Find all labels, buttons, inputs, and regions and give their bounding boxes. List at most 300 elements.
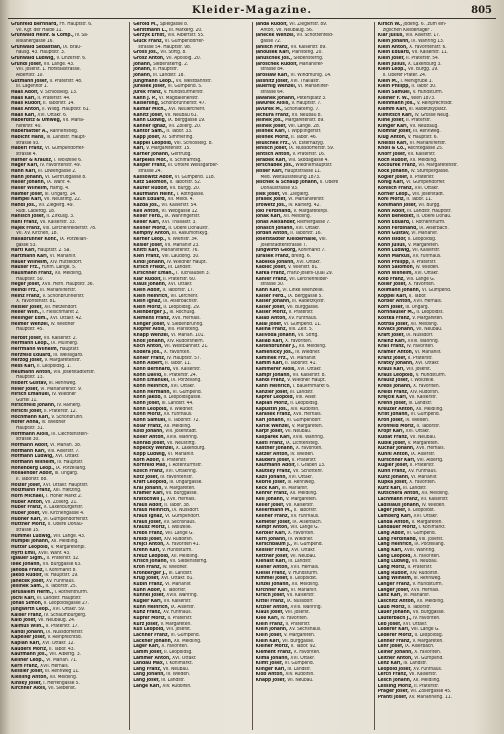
entry-address: X. Laxenburg 3.	[407, 61, 442, 67]
entry-name: Haas Anton,	[11, 106, 41, 112]
entry-address: XII. Meidling.	[49, 674, 78, 680]
entry-address: VII. Mariahilf 23.	[164, 242, 200, 248]
entry-address: Hauptstr. 31.	[16, 426, 44, 432]
entry-name: Huber Anton,	[11, 499, 44, 505]
entry-name: Krenn Karl,	[133, 548, 161, 554]
entry-address: III. Radetzkystr.	[292, 299, 325, 305]
entry-name: Kapeller Josef,	[11, 635, 47, 641]
entry-address: II. Tabor. 38.	[164, 502, 191, 508]
entry-name: Jonas Alexander,	[255, 219, 296, 225]
entry-address: II. Obere Donau.	[416, 214, 452, 220]
entry-address: XV. Fünfhaus.	[413, 666, 443, 672]
entry-address: VII. Kaiserstr. 89.	[290, 44, 327, 50]
entry-address: X. Favoriten.	[413, 384, 440, 389]
entry-address: III. Rennweg.	[287, 480, 316, 486]
entry-name: Köck Johann,	[377, 169, 410, 175]
entry-name: Jungwirth Georg,	[255, 248, 297, 254]
entry-name: Lang Ludwig,	[377, 559, 411, 565]
entry-name: Kiesel Franz,	[255, 570, 287, 576]
entry-address: II. Wildg. Hauptstr. 61.	[42, 106, 90, 112]
entry-name: Hausmann Franz,	[11, 270, 54, 276]
entry-name: Karl Johann,	[255, 417, 286, 423]
entry-address: II. Praterstr.	[406, 118, 431, 124]
entry-address: XV. Fünfhaus.	[162, 610, 192, 616]
entry-address: II. Taborstr. 41.	[285, 361, 317, 367]
directory-entry	[133, 684, 248, 690]
entry-name: Kettner Josef,	[255, 553, 289, 559]
entry-address: VII. Kaiserstr.	[163, 598, 192, 604]
entry-address: I. Herrengasse 5.	[43, 680, 80, 686]
entry-name: Illek Johann,	[11, 561, 42, 567]
entry-name: Kovacs Johann,	[377, 327, 415, 333]
entry-address: VII. Kirchengasse 4.	[42, 510, 85, 516]
entry-name: Jellinek Karl,	[255, 129, 287, 135]
entry-address: XI. Simmering.	[161, 135, 194, 141]
entry-address: III. Marxerg. 20.	[168, 27, 203, 33]
entry-name: Kline Josef,	[377, 118, 405, 124]
entry-address: VII. Neubau.	[284, 429, 312, 435]
entry-address: X. Favoriten.	[414, 649, 442, 655]
entry-name: Kann Heinrich,	[255, 384, 292, 389]
entry-name: Kirsch Friedr.,	[133, 265, 167, 271]
entry-name: Janisch Franz,	[255, 44, 290, 50]
entry-name: Grünfeld Bernhard,	[11, 22, 58, 27]
entry-address: XV. Fünfhaus.	[290, 514, 320, 520]
entry-name: Haas Rudolf,	[11, 101, 42, 107]
entry-address: Siebensterng. 2.	[152, 61, 189, 67]
entry-name: Helmer Wenzel,	[11, 321, 50, 327]
entry-name: Haas Karl,	[11, 95, 36, 101]
entry-address: Hamg. 4.	[49, 186, 70, 192]
entry-name: Kupfer Moriz,	[133, 615, 167, 621]
entry-name: Hirschfeld Johann,	[11, 403, 56, 409]
entry-name: Grünwald Ludwig,	[11, 55, 55, 61]
entry-name: Lange Karl,	[133, 683, 161, 689]
entry-address: XVI. Ottakr. Hauptstr.	[42, 482, 89, 488]
entry-name: Klein M.,	[377, 78, 400, 84]
entry-address: strasse 64.	[260, 89, 285, 95]
entry-address: XVI. Neulerchenf.	[168, 106, 206, 112]
entry-name: Kasper Franz,	[133, 163, 167, 169]
entry-name: Kaufmann Heinr.,	[133, 191, 176, 197]
entry-name: Kern Franz,	[11, 663, 39, 669]
entry-address: VI. Gumpend. 118.	[174, 174, 216, 180]
entry-name: Krainz Karl,	[377, 338, 407, 344]
entry-address: VII. Kaiserstr. 54.	[161, 203, 198, 208]
entry-name: Jurasek Josef,	[133, 84, 167, 90]
entry-address: II. Leopoldsg.	[407, 236, 437, 242]
entry-address: VI. Gumpend.	[414, 655, 444, 661]
entry-address: XII. Meidling.	[412, 678, 441, 684]
entry-address: II. Taborstr.	[416, 423, 440, 429]
entry-name: Klein Moriz,	[133, 304, 163, 310]
entry-name: Hartmann Karl,	[11, 253, 49, 259]
entry-address: VI. Webgasse 12.	[161, 208, 199, 214]
entry-address: II. Tabor. 11.	[406, 197, 433, 203]
entry-address: XVI. Ottakr.	[290, 655, 315, 661]
entry-address: VII. Neubaug.	[409, 123, 439, 129]
entry-name: Kroh Josef,	[377, 417, 405, 423]
entry-address: VII. Neubau.	[162, 666, 190, 672]
entry-name: Kohn Ferdinand,	[377, 225, 418, 231]
entry-name: Glück Franz,	[133, 38, 164, 44]
entry-name: Körner Leop.,	[377, 191, 411, 197]
entry-name: Klemens Franz,	[133, 316, 171, 322]
entry-name: Lang Heinrich,	[377, 542, 414, 548]
entry-name: Krall Franz,	[377, 344, 406, 350]
entry-name: Kaun Eduard,	[133, 197, 167, 203]
entry-name: Jellinek Sam.,	[11, 584, 45, 590]
directory-entry	[11, 686, 126, 692]
entry-name: Haller Johann,	[11, 180, 46, 186]
entry-name: Kebrle Josef,	[255, 480, 287, 486]
entry-address: VII. Lange. 43.	[43, 61, 75, 67]
entry-name: Grünwald Heinr. & Comp.,	[11, 33, 74, 39]
entry-address: II. Praterstr. 44.	[37, 95, 71, 101]
entry-name: Johann,	[133, 61, 152, 67]
entry-address: IX. Alserbach.	[404, 644, 435, 650]
listing-column-3	[252, 22, 374, 730]
entry-name: Kral Johann,	[133, 485, 163, 491]
entry-name: Lanz Karl,	[377, 593, 402, 599]
entry-name: Kohn Hermann,	[133, 389, 172, 395]
entry-address: V. Hundsturm.	[412, 89, 443, 95]
entry-name: Lerch Franz,	[377, 672, 408, 678]
entry-name: Kadlec Josef,	[255, 265, 287, 271]
entry-name: Kalina Franz,	[255, 327, 288, 333]
entry-name: Kern Johann,	[255, 536, 287, 542]
entry-name: Kabelka Johann,	[255, 259, 295, 265]
entry-name: Hofer Anna,	[11, 420, 41, 426]
entry-address: Mariahilferstr. 76.	[161, 248, 199, 254]
entry-name: Lehr Josef,	[377, 644, 404, 650]
entry-address: XII. Meidl. 4.	[167, 197, 194, 203]
entry-name: Keller Ferd.,	[133, 214, 164, 220]
entry-name: Kollmann Johann,	[377, 287, 421, 293]
entry-address: II. Taborstr.	[407, 604, 431, 610]
entry-name: Horn Michael,	[11, 493, 45, 499]
entry-name: Jentsch Anton,	[255, 152, 292, 158]
entry-address: VIII. Josefst.	[406, 367, 432, 373]
entry-name: Kopecky Wenzel,	[133, 446, 175, 452]
entry-name: Prager Josef,	[377, 689, 409, 695]
entry-name: Prantl Josef,	[377, 695, 408, 701]
entry-name: Lang Wilhelm,	[377, 576, 413, 582]
entry-name: Kahler Franz,	[255, 276, 288, 282]
entry-name: Kasparek Karl,	[255, 434, 292, 440]
entry-name: Klob Anton,	[255, 672, 285, 678]
entry-name: Klein Adolf,	[133, 287, 162, 293]
entry-address: VI. Windmühlg. 14.	[290, 72, 332, 78]
entry-name: Jerabek Karl,	[255, 157, 287, 163]
entry-address: IV. Rainerg.	[56, 403, 82, 409]
entry-address: Kohlmarkt 7.	[298, 248, 326, 254]
entry-address: II. Schiffamtsg.	[169, 157, 202, 163]
entry-name: Jakob Rudolf,	[11, 573, 43, 579]
entry-address: VI. Mariah. 71.	[46, 658, 78, 663]
entry-name: Klinger Josef,	[133, 321, 166, 327]
entry-address: X. Favoriten.	[295, 446, 323, 452]
entry-name: Huber Franz,	[11, 505, 43, 511]
entry-name: Kapfer Leopold,	[255, 395, 295, 401]
entry-address: VII. Stiftg. 8.	[160, 50, 187, 56]
entry-address: V. Margaretenstr. 15.	[146, 146, 191, 152]
entry-name: Kanner Ignaz,	[133, 123, 168, 129]
entry-name: Kalb Josef,	[11, 618, 37, 624]
entry-name: Jonak Karl,	[255, 214, 282, 220]
entry-address: II. Taborstr. 52.	[169, 180, 202, 186]
entry-name: Klaus Josef,	[255, 610, 284, 616]
entry-name: Hager Karl,	[11, 163, 39, 169]
entry-name: Jaroslaw Karl,	[255, 72, 290, 78]
entry-address: VII. Kaiserstr.	[420, 497, 449, 503]
entry-name: Kalmus Wilh.,	[11, 624, 45, 630]
entry-name: Kreidl Franz,	[377, 389, 409, 395]
entry-address: Piaristeng. 20.	[291, 50, 323, 56]
entry-name: Könisch Franz,	[377, 186, 414, 192]
entry-name: Leitner Anton,	[377, 655, 413, 661]
entry-name: Hilbert Gustav,	[11, 380, 48, 386]
entry-name: Kessler Franz,	[255, 548, 290, 554]
entry-name: Kunz Franz,	[133, 610, 162, 616]
entry-address: II. Praterstr.	[409, 174, 435, 180]
entry-address: VI. Gumpend.	[406, 531, 437, 537]
entry-name: Karner Johann,	[133, 152, 170, 158]
entry-address: III. Landstr.	[161, 678, 185, 684]
entry-address: II. Tabor.	[408, 293, 427, 299]
entry-name: Jeluschek Frz.,	[255, 140, 291, 146]
entry-name: Javurek M.,	[255, 106, 283, 112]
entry-address: V. Wiedner Haupt.	[287, 378, 326, 384]
entry-name: Kohn Emanuel,	[133, 378, 170, 384]
entry-address: VII. Neubau.	[411, 559, 438, 565]
entry-address: I. Bauernmarkt 6.	[292, 384, 331, 389]
entry-address: IV. Favoriten.	[406, 344, 435, 350]
entry-name: Kafka Franz,	[255, 270, 286, 276]
entry-address: XVI. Ottakr.	[55, 454, 80, 460]
entry-address: II. Praterstr.	[407, 355, 433, 361]
entry-address: V. Hauptstr. 7.	[291, 101, 322, 107]
entry-name: Kunz Johann,	[377, 474, 410, 480]
entry-address: II. Obere Donaustr.	[168, 225, 209, 231]
entry-name: Hoffmann Alois,	[11, 431, 50, 437]
entry-name: Kugler Josef,	[377, 463, 409, 469]
entry-name: Kronfeld Moriz,	[377, 423, 416, 429]
entry-address: VI. Mariah. 38.	[50, 443, 82, 449]
entry-name: Jungwirth Leop.,	[11, 607, 52, 613]
entry-name: Kalal Josef,	[255, 321, 283, 327]
entry-address: VII. Kaiserstr.	[285, 502, 314, 508]
entry-address: II. Praterstr.	[409, 463, 435, 469]
entry-name: Kohn Moriz,	[133, 412, 163, 418]
entry-address: I. Graben 13.	[297, 463, 326, 469]
entry-address: Gertrudg.	[170, 152, 192, 158]
entry-address: V. Wiedner.	[169, 406, 194, 412]
entry-address: XVI. Ottakr.	[297, 367, 322, 373]
entry-address: XVI. Ottakr. 59.	[52, 607, 86, 613]
entry-address: strasse 93.	[16, 140, 40, 146]
entry-address: strasse 24.	[138, 169, 162, 175]
entry-address: Siebensterng.	[293, 55, 324, 61]
entry-name: Kesler Josef,	[133, 242, 164, 248]
entry-address: V. Hundsturm.	[287, 570, 319, 576]
entry-address: XVI. Ottakr.	[295, 225, 320, 231]
entry-name: Klein Philipp,	[377, 84, 410, 90]
entry-name: Koch Rudolf,	[377, 157, 409, 163]
entry-address: IX. Porzellang.	[55, 465, 87, 471]
entry-name: Klein Franz,	[255, 621, 285, 627]
entry-address: VI. Mariahilf.	[281, 485, 308, 491]
entry-name: Krebs Franz,	[133, 531, 164, 537]
entry-address: VIII. Piaristeng.	[167, 327, 200, 333]
entry-address: IX. Porzellang.	[414, 542, 445, 548]
entry-name: Kramer Karl,	[133, 491, 165, 497]
entry-name: Gross Jos.,	[133, 50, 159, 56]
entry-address: VI. Mariahilf.	[164, 581, 192, 587]
entry-name: Kautsky Franz,	[255, 468, 292, 474]
entry-address: Donaustrasse 93.	[260, 186, 299, 192]
entry-address: XIV. Rudolfsh.	[409, 570, 439, 576]
entry-name: Kraus Heinrich,	[133, 508, 171, 514]
entry-address: VIII. Lange G.	[406, 276, 435, 282]
entry-address: III. Mariahilferstr.	[40, 287, 77, 293]
entry-name: Kropf Karl,	[377, 429, 405, 435]
entry-name: Kostka Franz,	[377, 316, 411, 322]
entry-name: Köhler Franz,	[133, 355, 166, 361]
entry-address: Riemergasse 7.	[297, 219, 331, 225]
entry-name: Kohn Josef,	[133, 400, 161, 406]
entry-address: VII. Kaiserstr.	[412, 248, 441, 254]
entry-address: III. Landstr. Hauptstr.	[407, 208, 452, 214]
entry-address: VIII. Schlösselg. 8.	[173, 140, 213, 146]
entry-address: VII. Kaiserstr.	[286, 593, 315, 599]
entry-name: Jilek Josef,	[255, 191, 281, 197]
entry-address: III. Landstr. 44.	[161, 400, 194, 406]
entry-name: Hollaender Adolf,	[11, 471, 54, 477]
entry-address: II. Tabor 30.	[411, 84, 437, 90]
entry-address: VIII. Josefst.	[285, 610, 310, 616]
entry-address: VII. Margaretenstr.	[418, 163, 458, 169]
entry-name: Klaus Johann,	[133, 282, 167, 288]
entry-name: Kohl Moriz,	[377, 197, 406, 203]
entry-address: XII. Meidling.	[173, 638, 202, 644]
entry-name: Lang Leopold,	[377, 553, 412, 559]
entry-address: XVI. Ottakr.	[167, 282, 193, 288]
entry-name: Jelinek Josef,	[255, 123, 287, 129]
entry-name: Kellner Franz,	[255, 514, 290, 520]
entry-name: Kaplan Karl,	[11, 641, 41, 647]
entry-address: XIV. Rudolfsheim.	[166, 338, 204, 344]
entry-name: Jawanek Johann,	[255, 95, 296, 101]
entry-address: XV. Fünfhaus.	[163, 412, 193, 418]
entry-address: VI. Gumpend.	[410, 412, 440, 418]
entry-address: X. Favoriten.	[293, 649, 321, 655]
entry-name: Jelinek Jos.,	[255, 118, 284, 124]
entry-name: Kraus Adolf,	[133, 502, 163, 508]
entry-name: Kubin Franz,	[133, 581, 164, 587]
entry-address: VIII. Lange. 43.	[53, 533, 86, 539]
entry-address: IV. Wieden.	[290, 451, 315, 457]
entry-address: III. Rochusg.	[169, 310, 196, 316]
entry-address: gasse 72.	[260, 38, 282, 44]
entry-address: VII. Burgg.	[418, 203, 441, 208]
entry-name: Kleiner Moriz,	[255, 644, 290, 650]
entry-address: XVI. Ottakr.	[296, 259, 321, 265]
entry-address: II. Oberer Prater. 24.	[382, 72, 427, 78]
entry-name: Humpel Johann,	[11, 539, 50, 545]
entry-name: Hahn Johann,	[11, 174, 44, 180]
entry-name: Hahn Karl,	[11, 169, 37, 175]
entry-address: XIV. Rudolfsh.	[162, 683, 192, 689]
entry-name: Hofmann Adolf,	[11, 443, 49, 449]
entry-name: Kanzler Josef,	[255, 389, 289, 395]
entry-name: Karlik Wenzel,	[255, 423, 291, 429]
entry-address: hausg. 43. Hauptstr. 3.	[16, 50, 66, 56]
entry-name: Jerusalem Herm.,	[11, 590, 54, 596]
entry-address: II. Praterstr.	[414, 683, 439, 689]
entry-name: Lamm Josef,	[133, 649, 163, 655]
entry-name: Kohn Samuel,	[133, 417, 167, 423]
entry-address: II. Taborstr. 72.	[168, 417, 200, 423]
entry-name: Kaiser Johann,	[255, 299, 291, 305]
entry-name: Kaufmann Adolf,	[255, 463, 296, 469]
entry-address: II. Leopoldsg.	[164, 649, 193, 655]
entry-address: VI. Mariahilferstr.	[288, 197, 325, 203]
entry-address: V. Hundsturm.	[412, 581, 443, 587]
entry-address: XVII. Hernals.	[415, 446, 445, 452]
entry-address: Margaretenstr. 89.	[285, 118, 325, 124]
entry-name: Kroh Franz,	[133, 565, 162, 570]
entry-name: Kraus Karl,	[377, 367, 405, 373]
entry-name: Kohn Wilhelm,	[377, 270, 413, 276]
entry-name: Laub Moriz,	[377, 604, 407, 610]
entry-address: IX. Nussdorferstr. 59.	[288, 146, 335, 152]
entry-name: Kirchner Alois,	[11, 686, 47, 692]
entry-address: II. Praterstr.	[285, 621, 311, 627]
entry-name: Kronberger J.,	[133, 570, 168, 576]
entry-address: XII. Hetzendorf.	[44, 304, 78, 310]
entry-name: Kapustin Jos.,	[255, 406, 289, 412]
entry-name: Kühnl Anton,	[377, 451, 410, 457]
entry-address: III. Landstr.	[288, 559, 312, 565]
entry-name: Kohn Ludwig,	[377, 248, 411, 254]
entry-name: Landau Max,	[133, 661, 165, 667]
entry-name: Kleinberger J.,	[133, 310, 169, 316]
entry-address: XIV. Rudolfsh.	[163, 536, 193, 542]
entry-name: Klein Josef,	[377, 55, 405, 61]
entry-name: Habersatter A.,	[11, 129, 49, 135]
entry-address: VII. Burggasse.	[286, 304, 320, 310]
entry-address: IV. Schaumburgerg.	[44, 612, 87, 618]
entry-name: Keller Josef,	[255, 502, 285, 508]
entry-name: Kazda Jos.,	[133, 203, 160, 208]
entry-name: Heller Wilh.,	[11, 310, 42, 316]
entry-address: V. Margareten.	[164, 485, 196, 491]
entry-name: Kienast Karl,	[255, 559, 287, 565]
entry-name: Lesch Johann,	[377, 678, 412, 684]
entry-address: VII. Burggasse 63.	[42, 561, 82, 567]
entry-address: II. Tabor. 46.	[291, 135, 318, 141]
entry-address: II. Leopoldsg. 1.	[37, 363, 71, 369]
entry-address: II. Leopoldst.	[407, 508, 436, 514]
entry-address: XVIII. Währing.	[407, 338, 440, 344]
entry-name: Jassnitz Josef,	[255, 78, 290, 84]
entry-address: IX. Berggasse 19.	[167, 118, 206, 124]
entry-name: Jirasek Josef,	[255, 197, 287, 203]
entry-address: XV. Sechshaus.	[163, 519, 196, 525]
entry-name: Kleiner F. W.,	[377, 95, 410, 101]
entry-name: Jechura Franz,	[255, 112, 291, 118]
